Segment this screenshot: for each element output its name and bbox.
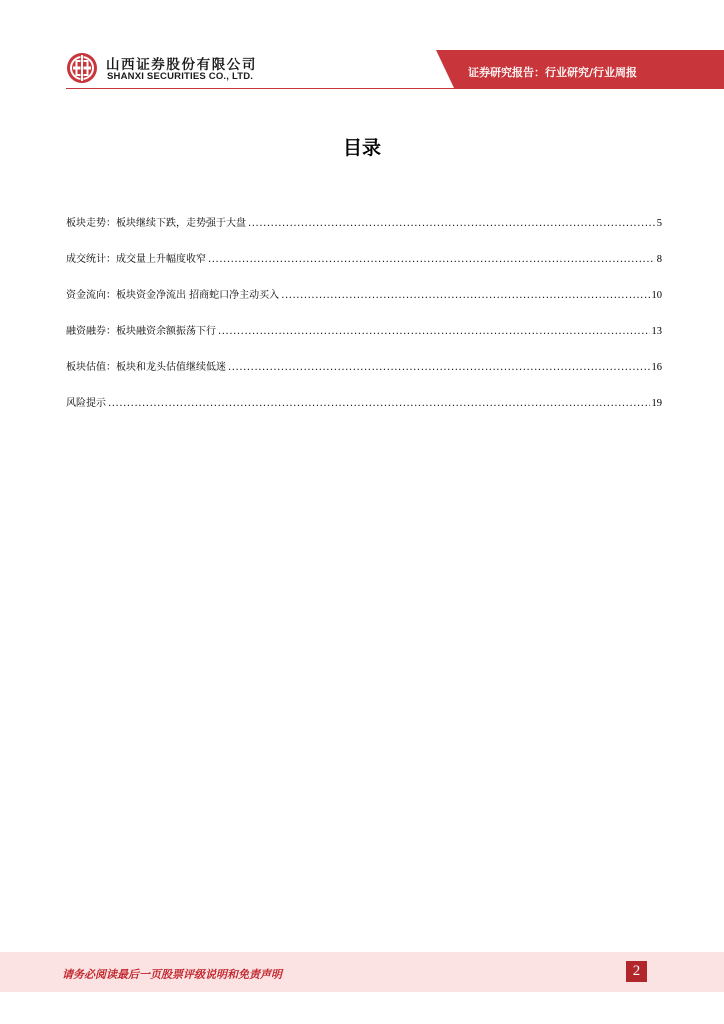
toc-entry-valuation[interactable] (66, 358, 662, 376)
toc-dot-leader (228, 363, 650, 373)
toc-entry-volume-stats[interactable] (66, 250, 662, 268)
toc-dot-leader (248, 219, 655, 229)
toc-entry-page: 19 (651, 398, 662, 409)
toc-dot-leader (281, 291, 649, 301)
toc-entry-sector-trend[interactable] (66, 214, 662, 232)
report-type-label: 证券研究报告：行业研究/行业周报 (468, 66, 638, 79)
toc-entry-margin-trading[interactable] (66, 322, 662, 340)
toc-entry-label: 成交统计：成交量上升幅度收窄 (66, 254, 206, 265)
toc-dot-leader (218, 327, 650, 337)
toc-entry-page: 13 (651, 326, 662, 337)
toc-title: 目录 (342, 137, 381, 159)
page-header (0, 0, 724, 100)
toc-entry-label: 板块走势：板块继续下跌，走势强于大盘 (66, 218, 246, 229)
toc-entry-page: 8 (656, 254, 662, 265)
page-footer (0, 952, 724, 992)
table-of-contents (66, 214, 662, 430)
company-name-cn: 山西证券股份有限公司 (106, 57, 257, 73)
toc-entry-fund-flow[interactable] (66, 286, 662, 304)
company-seal-logo-icon (66, 52, 98, 84)
company-name-en: SHANXI SECURITIES CO., LTD. (107, 71, 254, 82)
page-number-badge: 2 (626, 961, 647, 982)
header-banner (0, 0, 724, 100)
toc-entry-page: 16 (651, 362, 662, 373)
toc-entry-page: 10 (651, 290, 662, 301)
toc-entry-label: 资金流向：板块资金净流出 招商蛇口净主动买入 (66, 290, 280, 301)
toc-entry-risk-warning[interactable] (66, 394, 662, 412)
toc-entry-page: 5 (656, 218, 662, 229)
toc-entry-label: 风险提示 (66, 398, 106, 409)
disclaimer-notice: 请务必阅读最后一页股票评级说明和免责声明 (62, 968, 282, 981)
toc-entry-label: 板块估值：板块和龙头估值继续低迷 (66, 362, 226, 373)
toc-dot-leader (108, 399, 650, 409)
toc-dot-leader (208, 255, 655, 265)
toc-entry-label: 融资融券：板块融资余额振荡下行 (66, 326, 216, 337)
